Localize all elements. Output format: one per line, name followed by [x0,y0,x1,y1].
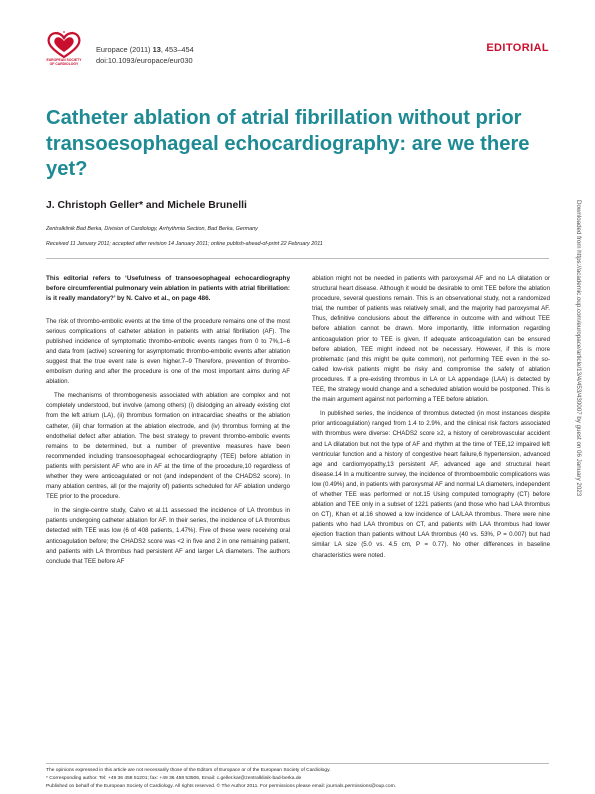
heart-logo-icon [44,30,84,60]
article-title: Catheter ablation of atrial fibrillation without prior transoesophageal echocardiography: are we there yet? [46,107,530,180]
footer-disclaimer: The opinions expressed in this article are not necessarily those of the Editors of Europace or of the European Society of Cardiology. [46,768,331,773]
right-column [312,274,550,565]
left-paragraph-1: The risk of thrombo-embolic events at the time of the procedure remains one of the most serious complications of catheter ablation in patients with atrial fibrillation (AF). The published incidence of symptomatic thrombo-embolic events ranges from 0 to 7%,1–6 and data from (active) screening for asymptomatic thrombo-embolic events after ablation suggest that the true event rate is even higher.7–9 Therefore, prevention of thrombo-embolism during and after the procedure is one of the most important aims during AF ablation. [46,317,290,386]
journal-year: (2011) [129,45,151,54]
article-dates: Received 11 January 2011; accepted after revision 14 January 2011; online publish-ahead-of-print 22 February 2011 [46,241,323,247]
footer-publisher: Published on behalf of the European Society of Cardiology. All rights reserved. © The Author 2011. For permissions please email: journals.permissions@oup.com. [46,784,397,789]
author-affiliation: Zentralklinik Bad Berka, Division of Cardiology, Arrhythmia Section, Bad Berka, Germany [46,226,258,232]
esc-logo [44,30,84,74]
logo-text: EUROPEAN SOCIETY OF CARDIOLOGY [46,58,82,66]
left-column [46,274,290,571]
footer-divider [46,763,549,764]
download-side-note [572,200,582,660]
editorial-refers-note: This editorial refers to ‘Usefulness of transoesophageal echocardiography before circumferential pulmonary vein ablation in patients with atrial fibrillation: is it really mandatory?’ by N. Calvo et al., on page 486. [46,275,290,303]
article-authors: J. Christoph Geller* and Michele Brunelli [46,200,247,211]
divider [46,258,549,259]
journal-doi: doi:10.1093/europace/eur030 [96,56,193,65]
left-paragraph-2: The mechanisms of thrombogenesis associated with ablation are complex and not completely understood, but involve (among others) (i) dislodging an already existing clot from the left atrium (LA), (ii) thrombus formation on intracardiac sheaths or the ablation catheter, (iii) char formation at the ablation electrode, and (iv) thrombus forming at the endothelial defect after ablation. The best strategy to prevent thrombo-embolic events remains to be determined, but a number of preventive measures have been recommended including transoesophageal echocardiography (TEE) before ablation in patients with persistent AF who are in AF at the time of the procedure,10 regardless of whether they were anticoagulated or not (and independent of the CHADS2 score). In many ablation centres, all (or the majority of) patients scheduled for AF ablation undergo TEE prior to the procedure. [46,392,290,501]
right-paragraph-2: In published series, the incidence of thrombus detected (in most instances despite prior anticoagulation) ranged from 1.4 to 2.9%, and the clinical risk factors associated with thrombus were diverse: CHADS2 score ≥2, a history of cerebrovascular accident and LA dilatation but not the type of AF and rhythm at the time of TEE,12 impaired left ventricular function and a history of congestive heart failure,6 hypertension, advanced age and cardiomyopathy,13 persistent AF, advanced age and structural heart disease.14 In a multicentre survey, the incidence of thromboembolic complications was low (0.49%) and, in patients with paroxysmal AF and normal LA diameters, independent of whether TEE was performed or not.15 Using computed tomography (CT) before ablation and TEE only in a subset of 1221 patients (and those who had LAA thrombus on CT), Khan et al.16 showed a low incidence of LA/LAA thrombus. There were nine patients who had LAA thrombus on CT, and patients with LAA thrombus had lower ejection fraction than patients without LAA thrombus (40 vs. 53%, P = 0.007) but had similar LA size (5.0 vs. 4.5 cm, P = 0.77). No other differences in baseline characteristics were noted. [312,410,550,559]
download-side-note-text: Downloaded from https://academic.oup.com/europace/article/13/4/453/430007 by guest on 06 January 2023 [575,200,582,497]
journal-name: Europace [96,45,128,54]
section-label: EDITORIAL [486,42,549,54]
journal-volume: 13 [152,45,161,54]
journal-citation [96,44,194,66]
left-paragraph-3: In the single-centre study, Calvo et al.11 assessed the incidence of LA thrombus in patients undergoing catheter ablation for AF. In their series, the incidence of LA thrombus detected with TEE was low (6 of 408 patients, 1.47%). Five of these were receiving oral anticoagulation before; the CHADS2 score was <2 in five and 2 in one remaining patient, and patients with LA thrombus had persistent AF and larger LA diameters. The authors conclude that TEE before AF [46,507,290,565]
footer-corresponding-author: * Corresponding author. Tel: +49 36 458 51201; fax: +49 36 458 53506, Email: c.geller.kar@zentralklinik-bad-berka.de [46,776,302,781]
journal-pages: , 453–454 [160,45,194,54]
right-paragraph-1: ablation might not be needed in patients with paroxysmal AF and no LA dilatation or structural heart disease. Although it would be desirable to omit TEE before the ablation procedure, several questions remain. This is an observational study, not a randomized trial, the number of patients was relatively small, and the majority had paroxysmal AF. Thus, definitive conclusions about the difference in outcome with and without TEE before ablation cannot be drawn. More importantly, little information regarding anticoagulation prior to TEE is given. If adequate anticoagulation can be ensured before ablation, TEE might indeed not be necessary. However, if this is more problematic (and this might be quite common), not performing TEE even in the so-called low-risk patients might be risky and compromise the safety of ablation procedures. If a pre-existing thrombus in LA or LA appendage (LAA) is detected by TEE, the strategy would change and a scheduled ablation would be postponed. This is the main argument against not performing a TEE before ablation. [312,275,550,404]
